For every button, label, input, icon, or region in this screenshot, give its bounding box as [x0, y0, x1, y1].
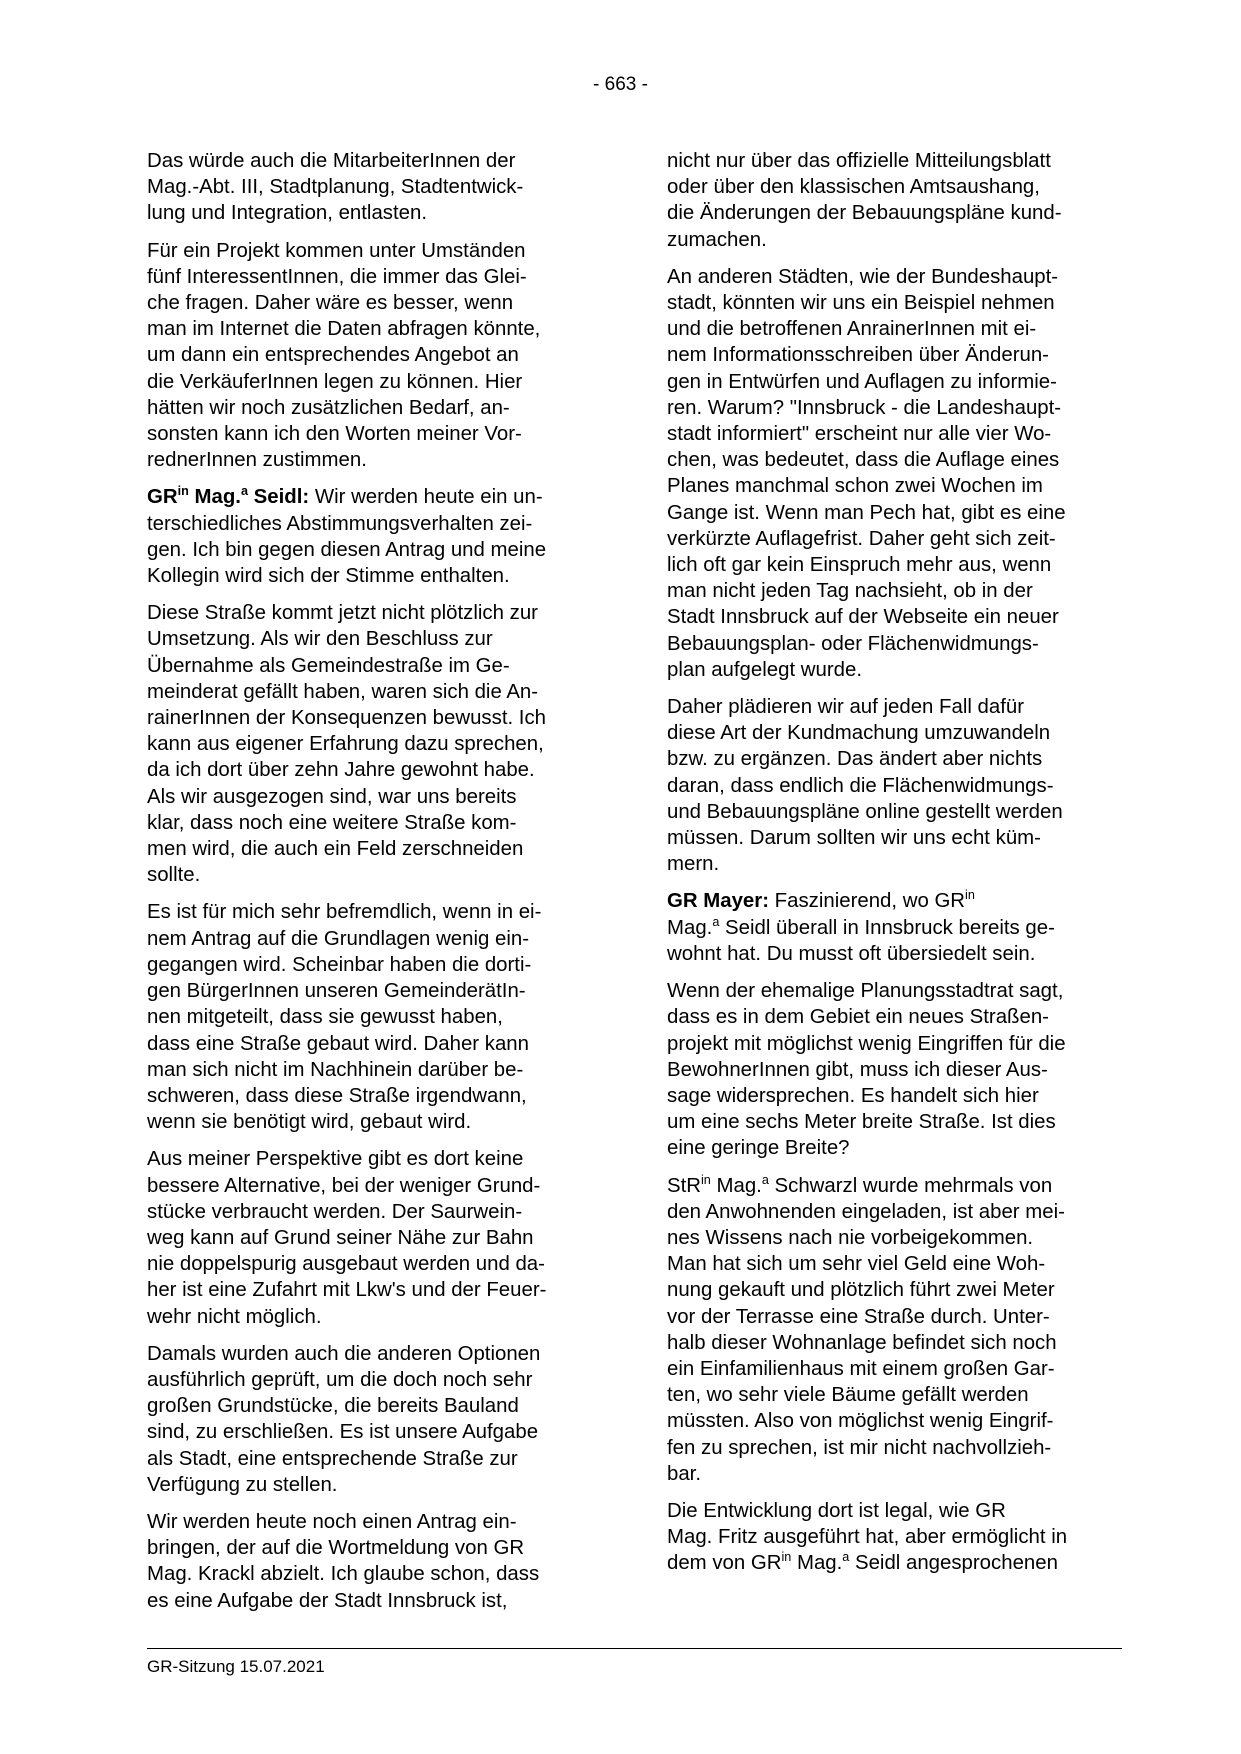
left-column [147, 148, 602, 1625]
paragraph: Wenn der ehemalige Planungsstadtrat sagt, dass es in dem Gebiet ein neues Straßen- projekt mit möglichst wenig Eingriffen für die BewohnerInnen gibt, muss ich dieser Aus- sage widersprechen. Es handelt sich hier um eine sechs Meter breite Straße. Ist dies eine geringe Breite? [667, 980, 1066, 1160]
paragraph: Daher plädieren wir auf jeden Fall dafür diese Art der Kundmachung umzuwandeln bzw. zu ergänzen. Das ändert aber nichts daran, dass endlich die Flächenwidmungs- und Bebauungspläne online gestellt werden müssen. Darum sollten wir uns echt küm- mern. [667, 696, 1063, 876]
paragraph: Das würde auch die MitarbeiterInnen der Mag.-Abt. III, Stadtplanung, Stadtentwick- lung und Integration, entlasten. [147, 150, 524, 225]
paragraph: Die Entwicklung dort ist legal, wie GR Mag. Fritz ausgeführt hat, aber ermöglicht in dem von $GR^{in}$ Mag.$^a$ Seidl angesprochenen [667, 1499, 1068, 1575]
paragraph: An anderen Städten, wie der Bundeshaupt- stadt, könnten wir uns ein Beispiel nehmen und die betroffenen AnrainerInnen mit ei- nem Informationsschreiben über Änderun- gen in Entwürfen und Auflagen zu informie- ren. Warum? "Innsbruck - die Landeshaupt- stadt informiert" erscheint nur alle vier Wo- chen, was bedeutet, dass die Auflage eines Planes manchmal schon zwei Wochen im Gange ist. Wenn man Pech hat, gibt es eine verkürzte Auflagefrist. Daher geht sich zeit- lich oft gar kein Einspruch mehr aus, wenn man nicht jeden Tag nachsieht, ob in der Stadt Innsbruck auf der Webseite ein neuer Bebauungsplan- oder Flächenwidmungs- plan aufgelegt wurde. [667, 265, 1066, 681]
right-column [667, 148, 1122, 1588]
paragraph: Diese Straße kommt jetzt nicht plötzlich zur Umsetzung. Als wir den Beschluss zur Übernahme als Gemeindestraße im Ge- meinderat gefällt haben, waren sich die An- rainerInnen der Konsequenzen bewusst. Ich kann aus eigener Erfahrung dazu sprechen, da ich dort über zehn Jahre gewohnt habe. Als wir ausgezogen sind, war uns bereits klar, dass noch eine weitere Straße kom- men wird, die auch ein Feld zerschneiden sollte. [147, 602, 547, 887]
page-number: - 663 - [593, 74, 648, 95]
paragraph-speaker-seidl: $GR^{in}$ Mag.$^a$ Seidl: Wir werden heute ein un- terschiedliches Abstimmungsverhalten zei- gen. Ich bin gegen diesen Antrag und meine Kollegin wird sich der Stimme enthalten. [147, 484, 547, 588]
paragraph: Wir werden heute noch einen Antrag ein- bringen, der auf die Wortmeldung von GR Mag. Krackl abzielt. Ich glaube schon, dass es eine Aufgabe der Stadt Innsbruck ist, [147, 1510, 540, 1612]
paragraph: Damals wurden auch die anderen Optionen ausführlich geprüft, um die doch noch sehr großen Grundstücke, die bereits Bauland sind, zu erschließen. Es ist unsere Aufgabe als Stadt, eine entsprechende Straße zur Verfügung zu stellen. [147, 1342, 541, 1496]
speaker-name: GR Mayer: [667, 890, 769, 913]
paragraph: StR$^{in}$ Mag.$^a$ Schwarzl wurde mehrmals von den Anwohnenden eingeladen, ist aber mei- nes Wissens nach nie vorbeigekommen. Man hat sich um sehr viel Geld eine Woh- nung gekauft und plötzlich führt zwei Meter vor der Terrasse eine Straße durch. Unter- halb dieser Wohnanlage befindet sich noch ein Einfamilienhaus mit einem großen Gar- ten, wo sehr viele Bäume gefällt werden müssten. Also von möglichst wenig Eingrif- fen zu sprechen, ist mir nicht nachvollzieh- bar. [667, 1172, 1065, 1485]
speaker-name: $GR^{in}$ Mag.$^a$ Seidl: [147, 484, 310, 509]
paragraph: Es ist für mich sehr befremdlich, wenn in ei- nem Antrag auf die Grundlagen wenig ein- gegangen wird. Scheinbar haben die dorti- gen BürgerInnen unseren GemeinderätIn- nen mitgeteilt, dass sie gewusst haben, dass eine Straße gebaut wird. Daher kann man sich nicht im Nachhinein darüber be- schweren, dass diese Straße irgendwann, wenn sie benötigt wird, gebaut wird. [147, 901, 542, 1134]
footer-session-date: GR-Sitzung 15.07.2021 [147, 1657, 325, 1676]
footer-divider [147, 1648, 1122, 1649]
paragraph-speaker-mayer: GR Mayer: Faszinierend, wo $GR^{in}$ Mag.$^a$ Seidl überall in Innsbruck bereits ge- wohnt hat. Du musst oft übersiedelt sein. [667, 888, 1055, 965]
paragraph: Für ein Projekt kommen unter Umständen fünf InteressentInnen, die immer das Glei- che fragen. Daher wäre es besser, wenn man im Internet die Daten abfragen könnte, um dann ein entsprechendes Angebot an die VerkäuferInnen legen zu können. Hier hätten wir noch zusätzlichen Bedarf, an- sonsten kann ich den Worten meiner Vor- rednerInnen zustimmen. [147, 239, 541, 472]
paragraph: Aus meiner Perspektive gibt es dort keine bessere Alternative, bei der weniger Grund- stücke verbraucht werden. Der Saurwein- weg kann auf Grund seiner Nähe zur Bahn nie doppelspurig ausgebaut werden und da- her ist eine Zufahrt mit Lkw's und der Feuer- wehr nicht möglich. [147, 1148, 547, 1328]
paragraph: nicht nur über das offizielle Mitteilungsblatt oder über den klassischen Amtsaushang, die Änderungen der Bebauungspläne kund- zumachen. [667, 150, 1062, 251]
